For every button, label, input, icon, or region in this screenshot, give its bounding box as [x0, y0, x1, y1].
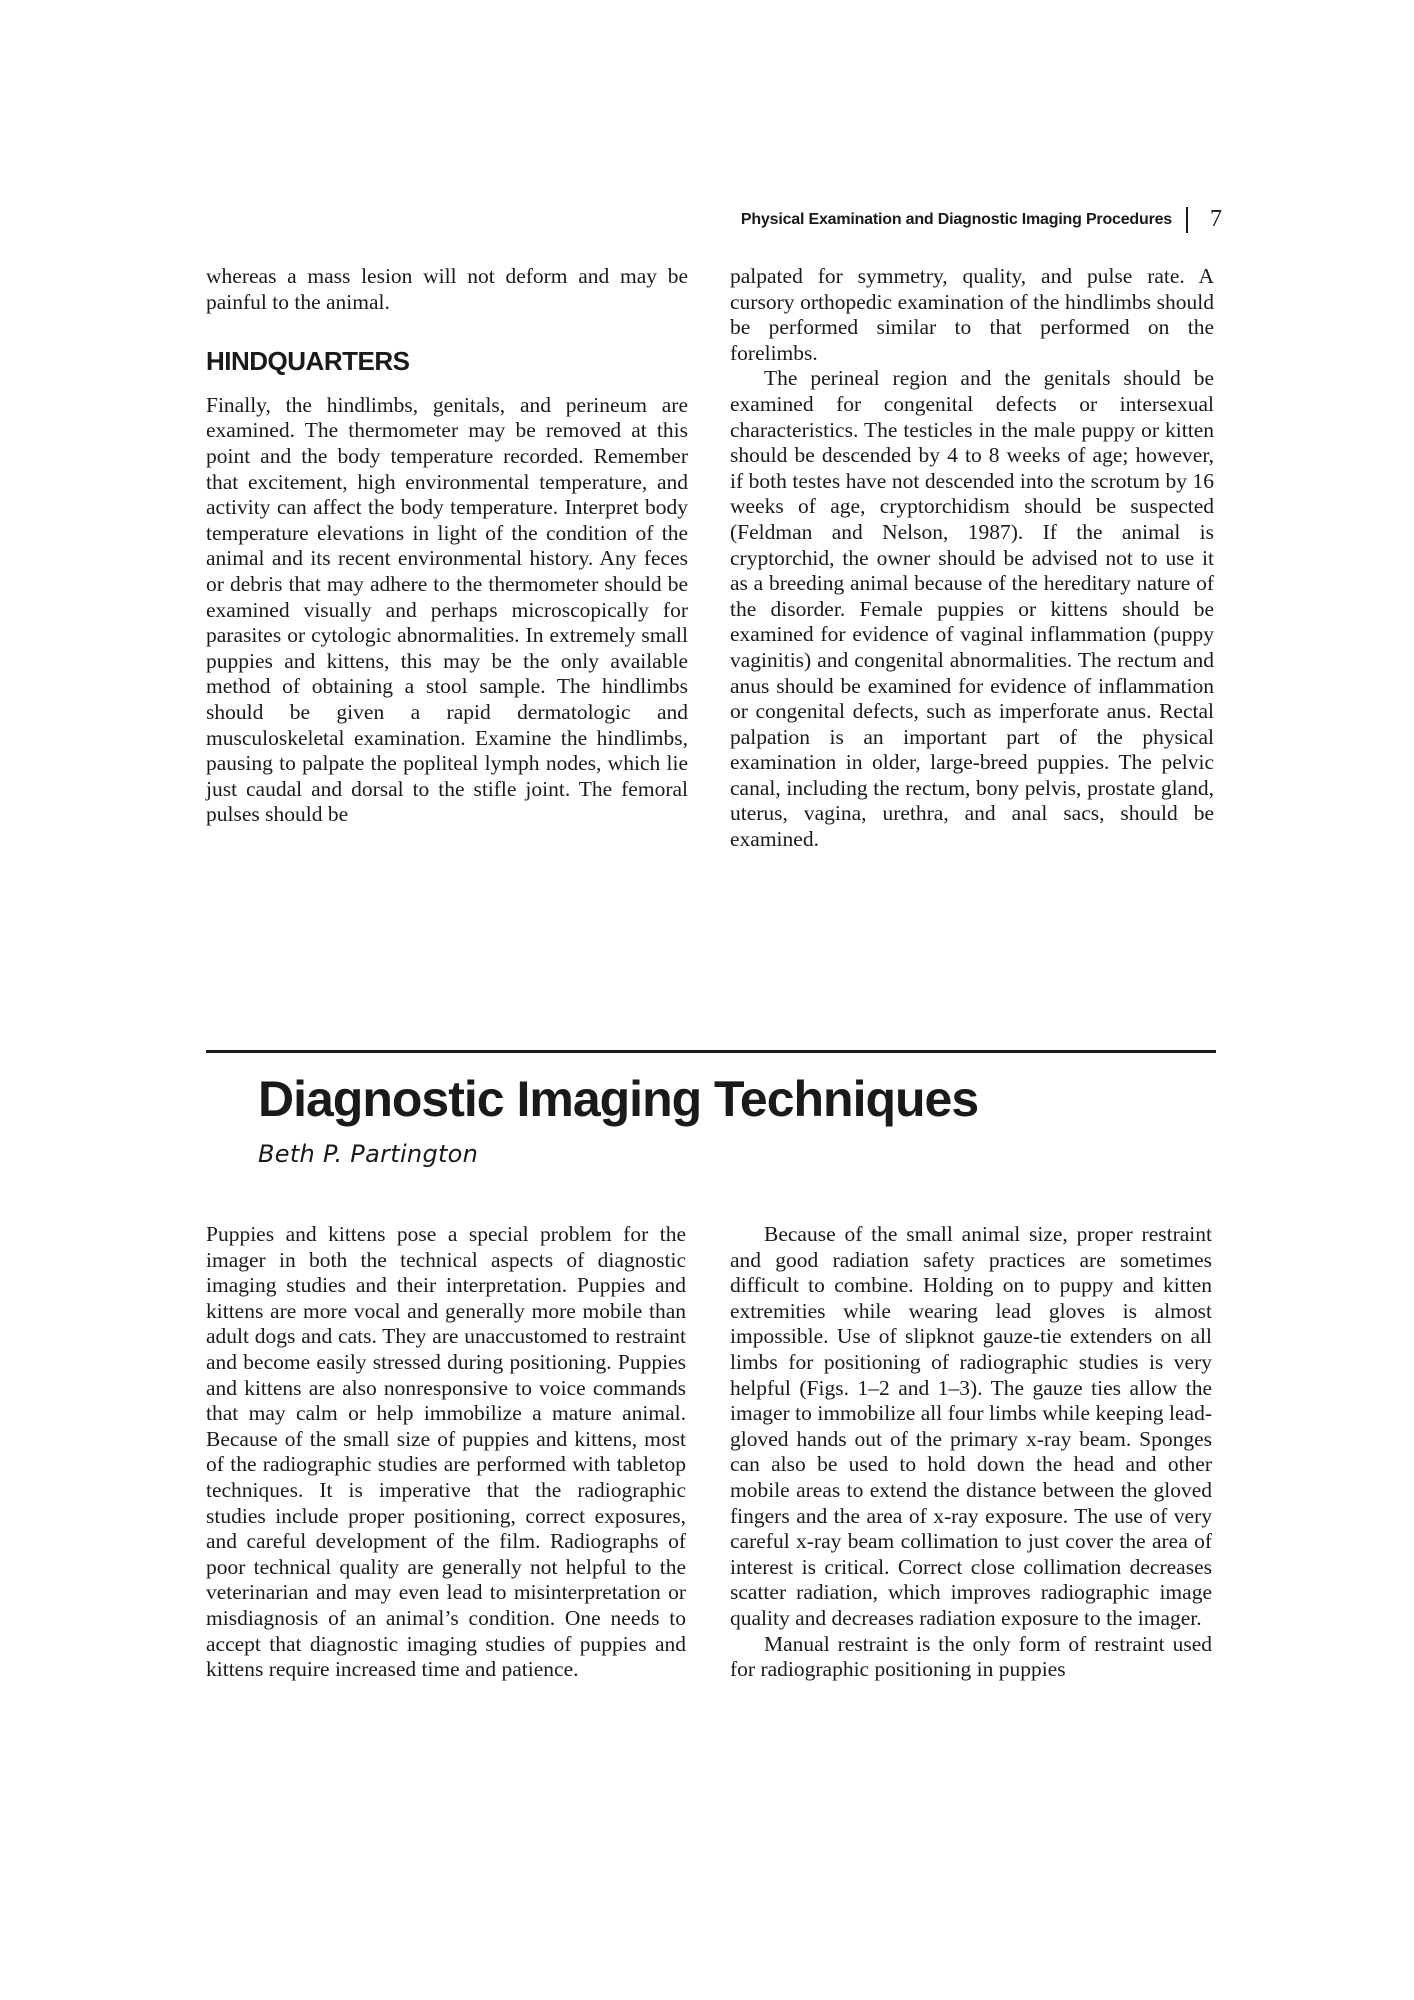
running-head-divider [1186, 207, 1188, 233]
top-right-column [730, 264, 1214, 853]
bottom-left-column [206, 1222, 686, 1683]
continuation-paragraph-right: palpated for symmetry, quality, and pulse rate. A cursory orthopedic examination of the hindlimbs should be performed similar to that performed on the forelimbs. [730, 264, 1214, 365]
top-left-column [206, 264, 688, 828]
restraint-paragraph: Because of the small animal size, proper restraint and good radiation safety practices are sometimes difficult to combine. Holding on to puppy and kitten extremities while wearing lead gloves is almost impossible. Use of slipknot gauze-tie extenders on all limbs for positioning of radiographic studies is very helpful (Figs. 1–2 and 1–3). The gauze ties allow the imager to immobilize all four limbs while keeping lead-gloved hands out of the primary x-ray beam. Sponges can also be used to hold down the head and other mobile areas to extend the distance between the gloved fingers and the area of x-ray exposure. The use of very careful x-ray beam collimation to just cover the area of interest is critical. Correct close collimation decreases scatter radiation, which improves radiographic image quality and decreases radiation exposure to the imager. [730, 1222, 1212, 1630]
section-title: Diagnostic Imaging Techniques [258, 1071, 979, 1127]
running-head [741, 206, 1222, 233]
page-number: 7 [1210, 206, 1222, 232]
section-divider-rule [206, 1050, 1216, 1053]
imaging-intro-paragraph: Puppies and kittens pose a special problem for the imager in both the technical aspects of diagnostic imaging studies and their interpretation. Puppies and kittens are more vocal and generally more mobile than adult dogs and cats. They are unaccustomed to restraint and become easily stressed during positioning. Puppies and kittens are also nonresponsive to voice commands that may calm or help immobilize a mature animal. Because of the small size of puppies and kittens, most of the radiographic studies are performed with tabletop techniques. It is imperative that the radiographic studies include proper positioning, correct exposures, and careful development of the film. Radiographs of poor technical quality are generally not helpful to the veterinarian and may even lead to misinterpretation or misdiagnosis of an animal’s condition. One needs to accept that diagnostic imaging studies of puppies and kittens require increased time and patience. [206, 1222, 686, 1682]
running-head-title: Physical Examination and Diagnostic Imaging Procedures [740, 210, 1172, 228]
continuation-paragraph: whereas a mass lesion will not deform and may be painful to the animal. [206, 264, 688, 314]
perineal-paragraph: The perineal region and the genitals should be examined for congenital defects or intersexual characteristics. The testicles in the male puppy or kitten should be descended by 4 to 8 weeks of age; however, if both testes have not descended into the scrotum by 16 weeks of age, cryptorchidism should be suspected (Feldman and Nelson, 1987). If the animal is cryptorchid, the owner should be advised not to use it as a breeding animal because of the hereditary nature of the disorder. Female puppies or kittens should be examined for evidence of vaginal inflammation (puppy vaginitis) and congenital abnormalities. The rectum and anus should be examined for evidence of inflammation or congenital defects, such as imperforate anus. Rectal palpation is an important part of the physical examination in older, large-breed puppies. The pelvic canal, including the rectum, bony pelvis, prostate gland, uterus, vagina, urethra, and anal sacs, should be examined. [730, 366, 1214, 852]
hindquarters-heading: HINDQUARTERS [206, 346, 410, 377]
bottom-right-column [730, 1222, 1212, 1683]
manual-restraint-paragraph: Manual restraint is the only form of restraint used for radiographic positioning in puppies [730, 1631, 1212, 1682]
hindquarters-paragraph: Finally, the hindlimbs, genitals, and perineum are examined. The thermometer may be removed at this point and the body temperature recorded. Remember that excitement, high environmental temperature, and activity can affect the body temperature. Interpret body temperature elevations in light of the condition of the animal and its recent environmental history. Any feces or debris that may adhere to the thermometer should be examined visually and perhaps microscopically for parasites or cytologic abnormalities. In extremely small puppies and kittens, this may be the only available method of obtaining a stool sample. The hindlimbs should be given a rapid dermatologic and musculoskeletal examination. Examine the hindlimbs, pausing to palpate the popliteal lymph nodes, which lie just caudal and dorsal to the stifle joint. The femoral pulses should be [206, 392, 688, 827]
section-author: Beth P. Partington [258, 1140, 479, 1168]
